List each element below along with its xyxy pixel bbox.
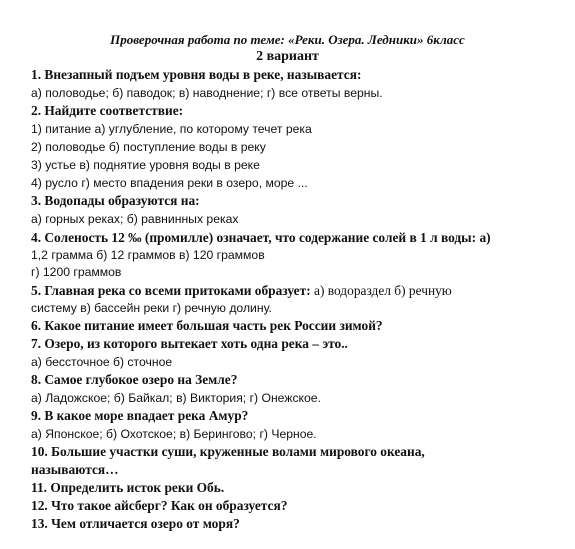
question-5-line xyxy=(31,282,452,299)
question-12: 12. Что такое айсберг? Как он образуется? xyxy=(31,498,288,513)
question-9: 9. В какое море впадает река Амур? xyxy=(31,408,249,423)
question-13: 13. Чем отличается озеро от моря? xyxy=(31,516,240,531)
answers-4b: г) 1200 граммов xyxy=(31,265,122,279)
answers-7: а) бессточное б) сточное xyxy=(31,355,173,369)
question-11: 11. Определить исток реки Обь. xyxy=(31,480,225,495)
match-row-2: 2) половодье б) поступление воды в реку xyxy=(31,140,266,154)
answers-3: а) горных реках; б) равнинных реках xyxy=(31,212,239,226)
variant-label: 2 вариант xyxy=(256,49,319,64)
question-2: 2. Найдите соответствие: xyxy=(31,103,184,118)
question-4: 4. Соленость 12 ‰ (промилле) означает, что содержание солей в 1 л воды: а) xyxy=(31,230,491,245)
question-6: 6. Какое питание имеет большая часть рек России зимой? xyxy=(31,318,383,333)
question-7: 7. Озеро, из которого вытекает хоть одна река – это.. xyxy=(31,336,348,351)
question-10: 10. Большие участки суши, круженные волами мирового океана, xyxy=(31,444,425,459)
answers-5a: а) водораздел б) речную xyxy=(310,283,452,298)
answers-9: а) Японское; б) Охотское; в) Берингово; г) Черное. xyxy=(31,427,317,441)
question-8: 8. Самое глубокое озеро на Земле? xyxy=(31,372,238,387)
match-row-1: 1) питание а) углубление, по которому течет река xyxy=(31,122,312,136)
question-5: 5. Главная река со всеми притоками образует: xyxy=(31,283,311,298)
answers-5b: систему в) бассейн реки г) речную долину. xyxy=(31,301,272,315)
question-3: 3. Водопады образуются на: xyxy=(31,193,200,208)
match-row-3: 3) устье в) поднятие уровня воды в реке xyxy=(31,158,260,172)
answers-8: а) Ладожское; б) Байкал; в) Виктория; г) Онежское. xyxy=(31,391,321,405)
question-1: 1. Внезапный подъем уровня воды в реке, называется: xyxy=(31,67,362,82)
question-10-cont: называются… xyxy=(31,462,119,477)
answers-1: а) половодье; б) паводок; в) наводнение; г) все ответы верны. xyxy=(31,86,383,100)
answers-4a: 1,2 грамма б) 12 граммов в) 120 граммов xyxy=(31,248,265,262)
worksheet-title: Проверочная работа по теме: «Реки. Озера. Ледники» 6класс xyxy=(110,32,465,47)
match-row-4: 4) русло г) место впадения реки в озеро, море ... xyxy=(31,176,308,190)
